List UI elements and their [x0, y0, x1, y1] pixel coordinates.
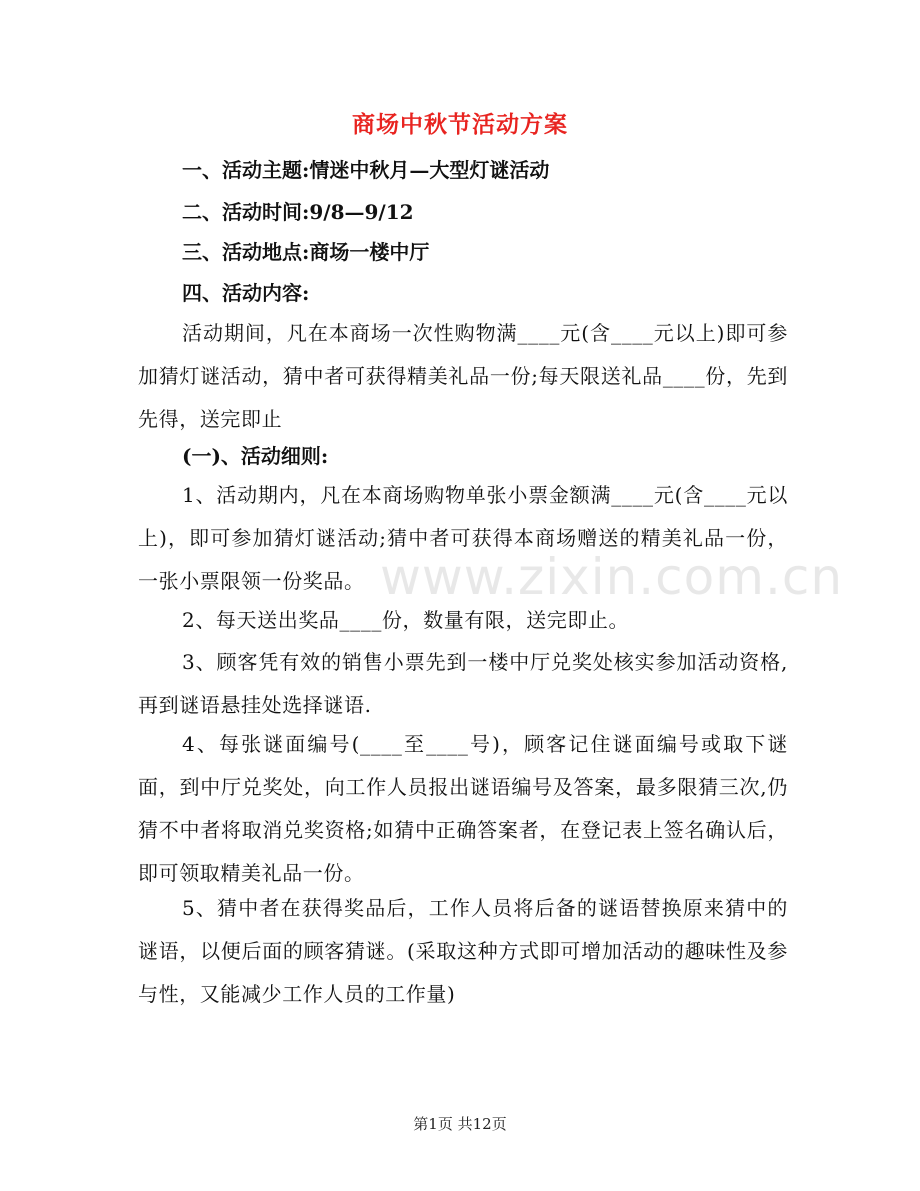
rule-item-2: 2、每天送出奖品____份，数量有限，送完即止。 — [182, 608, 630, 632]
rules-heading: (一)、活动细则: — [182, 444, 329, 468]
rule-item-4: 4、每张谜面编号(____至____号)，顾客记住谜面编号或取下谜面，到中厅兑奖处，向工作人员报出谜语编号及答案，最多限猜三次,仍猜不中者将取消兑奖资格;如猜中正确答案者，在登记表上签名确认后，即可领取精美礼品一份。 — [138, 732, 788, 885]
rule-item-5: 5、猜中者在获得奖品后，工作人员将后备的谜语替换原来猜中的谜语，以便后面的顾客猜谜。(采取这种方式即可增加活动的趣味性及参与性，又能减少工作人员的工作量) — [138, 896, 788, 1006]
document-title: 商场中秋节活动方案 — [352, 111, 568, 138]
intro-paragraph: 活动期间，凡在本商场一次性购物满____元(含____元以上)即可参加猜灯谜活动，猜中者可获得精美礼品一份;每天限送礼品____份，先到先得，送完即止 — [138, 321, 788, 431]
watermark: www.zixin.com.cn — [380, 548, 844, 606]
rule-item-1: 1、活动期内，凡在本商场购物单张小票金额满____元(含____元以上)，即可参加猜灯谜活动;猜中者可获得本商场赠送的精美礼品一份，一张小票限领一份奖品。 — [138, 483, 788, 593]
page-footer: 第1页 共12页 — [413, 1115, 507, 1133]
section-content-heading: 四、活动内容: — [182, 281, 310, 305]
section-theme: 一、活动主题:情迷中秋月—大型灯谜活动 — [182, 158, 550, 182]
section-time: 二、活动时间:9/8—9/12 — [182, 200, 414, 224]
section-place: 三、活动地点:商场一楼中厅 — [182, 240, 430, 264]
rule-item-3: 3、顾客凭有效的销售小票先到一楼中厅兑奖处核实参加活动资格,再到谜语悬挂处选择谜语. — [138, 650, 788, 717]
